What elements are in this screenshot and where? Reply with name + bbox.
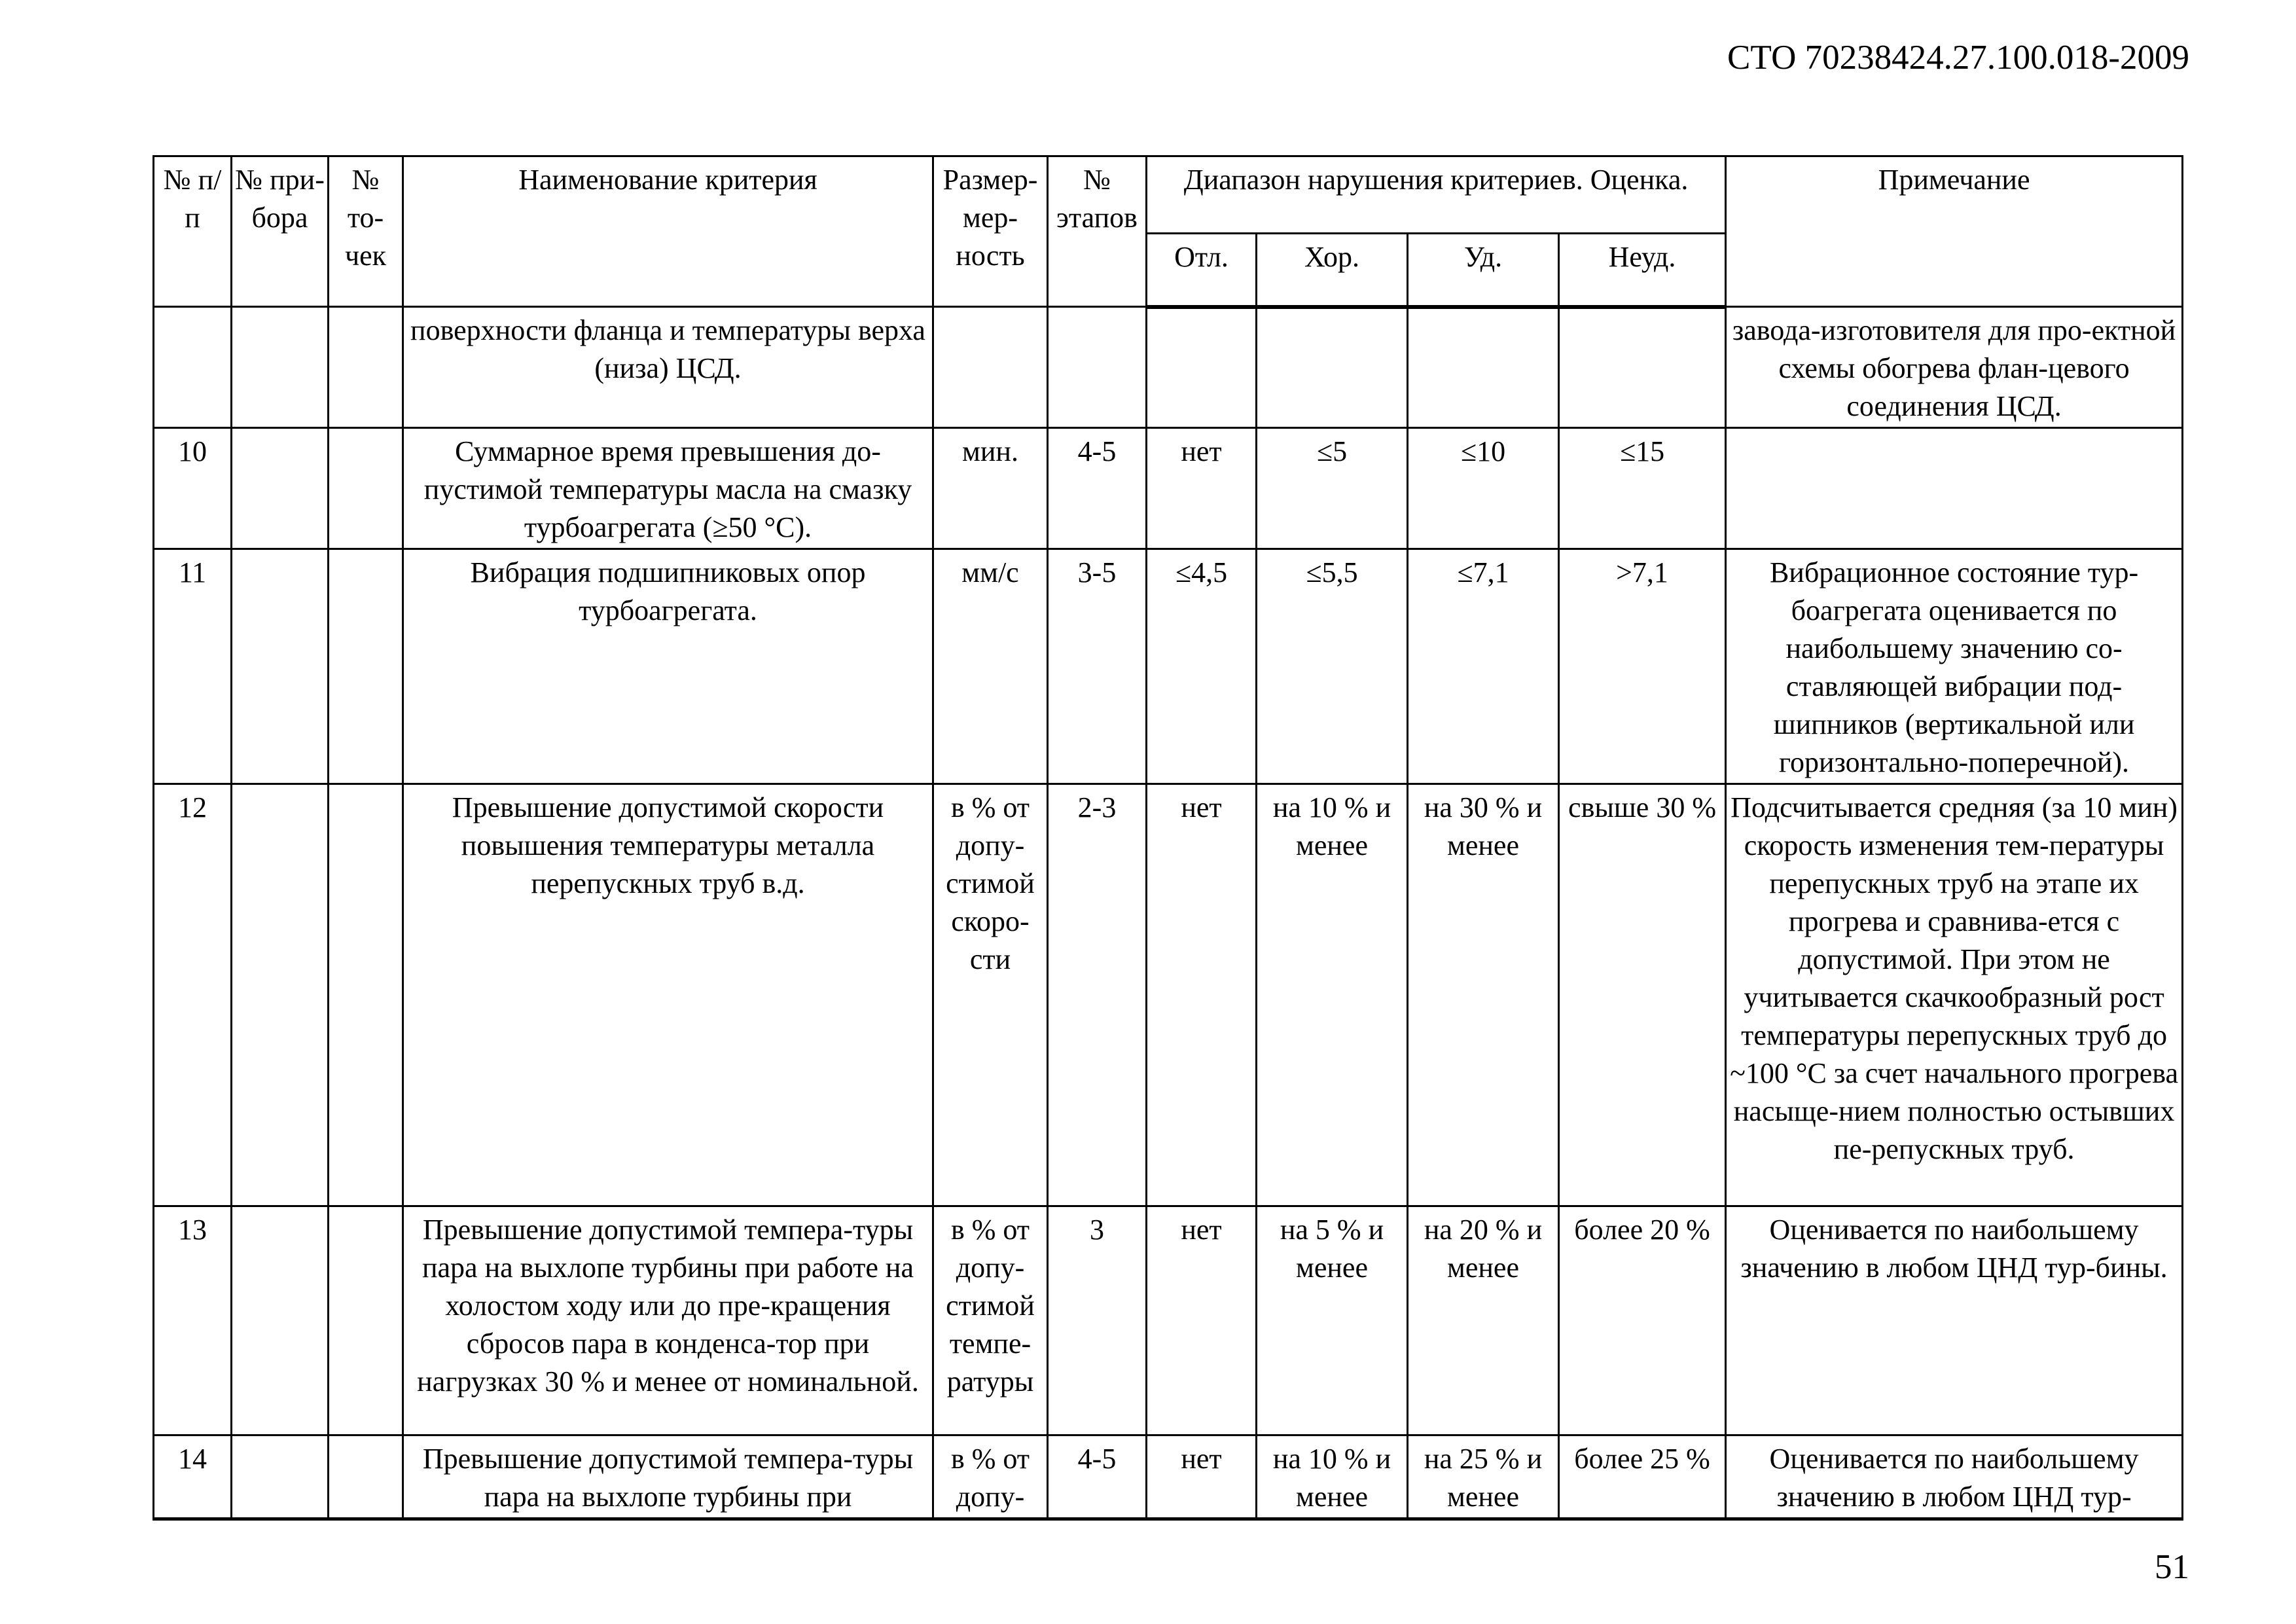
- cell-device: [232, 1435, 329, 1519]
- cell-unit: в % от допу-стимой темпе-ратуры: [933, 1206, 1048, 1435]
- cell-device: [232, 1206, 329, 1435]
- cell-good: [1257, 307, 1408, 428]
- cell-stages: 2-3: [1048, 784, 1147, 1206]
- cell-num: [154, 307, 232, 428]
- header-satisfactory: Уд.: [1408, 234, 1559, 307]
- cell-num: 14: [154, 1435, 232, 1519]
- cell-excellent: нет: [1147, 428, 1257, 549]
- cell-num: 11: [154, 549, 232, 784]
- cell-excellent: нет: [1147, 1435, 1257, 1519]
- cell-stages: [1048, 307, 1147, 428]
- cell-point: [329, 784, 403, 1206]
- table-row: [154, 428, 2183, 549]
- cell-excellent: нет: [1147, 1206, 1257, 1435]
- header-criterion: Наименование критерия: [403, 156, 933, 307]
- header-unit: Размер-мер-ность: [933, 156, 1048, 307]
- header-note: Примечание: [1726, 156, 2183, 307]
- cell-unit: [933, 307, 1048, 428]
- cell-unsatisfactory: свыше 30 %: [1559, 784, 1726, 1206]
- cell-point: [329, 549, 403, 784]
- table-row: [154, 1435, 2183, 1519]
- cell-stages: 3: [1048, 1206, 1147, 1435]
- table-row: [154, 307, 2183, 428]
- cell-note: Оценивается по наибольшему значению в любом ЦНД тур-: [1726, 1435, 2183, 1519]
- cell-device: [232, 428, 329, 549]
- header-range: Диапазон нарушения критериев. Оценка.: [1147, 156, 1726, 234]
- header-unsatisfactory: Неуд.: [1559, 234, 1726, 307]
- cell-device: [232, 307, 329, 428]
- cell-stages: 4-5: [1048, 1435, 1147, 1519]
- header-point: № то-чек: [329, 156, 403, 307]
- cell-point: [329, 307, 403, 428]
- header-num: № п/п: [154, 156, 232, 307]
- cell-point: [329, 1206, 403, 1435]
- cell-stages: 3-5: [1048, 549, 1147, 784]
- cell-excellent: ≤4,5: [1147, 549, 1257, 784]
- cell-note: Оценивается по наибольшему значению в любом ЦНД тур-бины.: [1726, 1206, 2183, 1435]
- cell-num: 13: [154, 1206, 232, 1435]
- cell-criterion: Суммарное время превышения до-пустимой температуры масла на смазку турбоагрегата (≥50 °С).: [403, 428, 933, 549]
- cell-unsatisfactory: более 20 %: [1559, 1206, 1726, 1435]
- cell-satisfactory: [1408, 307, 1559, 428]
- cell-unsatisfactory: более 25 %: [1559, 1435, 1726, 1519]
- cell-device: [232, 784, 329, 1206]
- table-row: [154, 549, 2183, 784]
- cell-criterion: Превышение допустимой темпера-туры пара на выхлопе турбины при: [403, 1435, 933, 1519]
- document-code: СТО 70238424.27.100.018-2009: [1727, 39, 2189, 77]
- cell-note: [1726, 428, 2183, 549]
- header-device: № при-бора: [232, 156, 329, 307]
- cell-num: 12: [154, 784, 232, 1206]
- cell-satisfactory: на 30 % и менее: [1408, 784, 1559, 1206]
- cell-note: Вибрационное состояние тур-боагрегата оценивается по наибольшему значению со-ставляющей вибрации под-шипников (вертикальной или горизонтально-поперечной).: [1726, 549, 2183, 784]
- header-excellent: Отл.: [1147, 234, 1257, 307]
- header-row: [154, 156, 2183, 234]
- cell-good: ≤5: [1257, 428, 1408, 549]
- cell-point: [329, 1435, 403, 1519]
- cell-good: на 10 % и менее: [1257, 784, 1408, 1206]
- cell-excellent: нет: [1147, 784, 1257, 1206]
- cell-good: ≤5,5: [1257, 549, 1408, 784]
- cell-good: на 10 % и менее: [1257, 1435, 1408, 1519]
- cell-note: завода-изготовителя для про-ектной схемы обогрева флан-цевого соединения ЦСД.: [1726, 307, 2183, 428]
- table-body: [154, 156, 2183, 1519]
- cell-stages: 4-5: [1048, 428, 1147, 549]
- cell-criterion: Превышение допустимой скорости повышения температуры металла перепускных труб в.д.: [403, 784, 933, 1206]
- cell-unsatisfactory: ≤15: [1559, 428, 1726, 549]
- cell-unsatisfactory: >7,1: [1559, 549, 1726, 784]
- cell-unsatisfactory: [1559, 307, 1726, 428]
- cell-criterion: Вибрация подшипниковых опор турбоагрегата.: [403, 549, 933, 784]
- cell-excellent: [1147, 307, 1257, 428]
- cell-satisfactory: ≤10: [1408, 428, 1559, 549]
- header-stages: № этапов: [1048, 156, 1147, 307]
- header-good: Хор.: [1257, 234, 1408, 307]
- cell-num: 10: [154, 428, 232, 549]
- cell-point: [329, 428, 403, 549]
- cell-unit: в % от допу-стимой скоро-сти: [933, 784, 1048, 1206]
- cell-device: [232, 549, 329, 784]
- cell-good: на 5 % и менее: [1257, 1206, 1408, 1435]
- criteria-table: [152, 155, 2183, 1521]
- table-row: [154, 1206, 2183, 1435]
- cell-criterion: Превышение допустимой темпера-туры пара на выхлопе турбины при работе на холостом ходу или до пре-кращения сбросов пара в конденса-тор при нагрузках 30 % и менее от номинальной.: [403, 1206, 933, 1435]
- cell-satisfactory: на 25 % и менее: [1408, 1435, 1559, 1519]
- cell-satisfactory: ≤7,1: [1408, 549, 1559, 784]
- cell-unit: мм/с: [933, 549, 1048, 784]
- table-row: [154, 784, 2183, 1206]
- cell-satisfactory: на 20 % и менее: [1408, 1206, 1559, 1435]
- cell-unit: мин.: [933, 428, 1048, 549]
- cell-criterion: поверхности фланца и температуры верха (низа) ЦСД.: [403, 307, 933, 428]
- cell-unit: в % от допу-: [933, 1435, 1048, 1519]
- cell-note: Подсчитывается средняя (за 10 мин) скорость изменения тем-пературы перепускных труб на этапе их прогрева и сравнива-ется с допустимой. При этом не учитывается скачкообразный рост температуры перепускных труб до ~100 °С за счет начального прогрева насыще-нием полностью остывших пе-репускных труб.: [1726, 784, 2183, 1206]
- page-number: 51: [2155, 1548, 2189, 1586]
